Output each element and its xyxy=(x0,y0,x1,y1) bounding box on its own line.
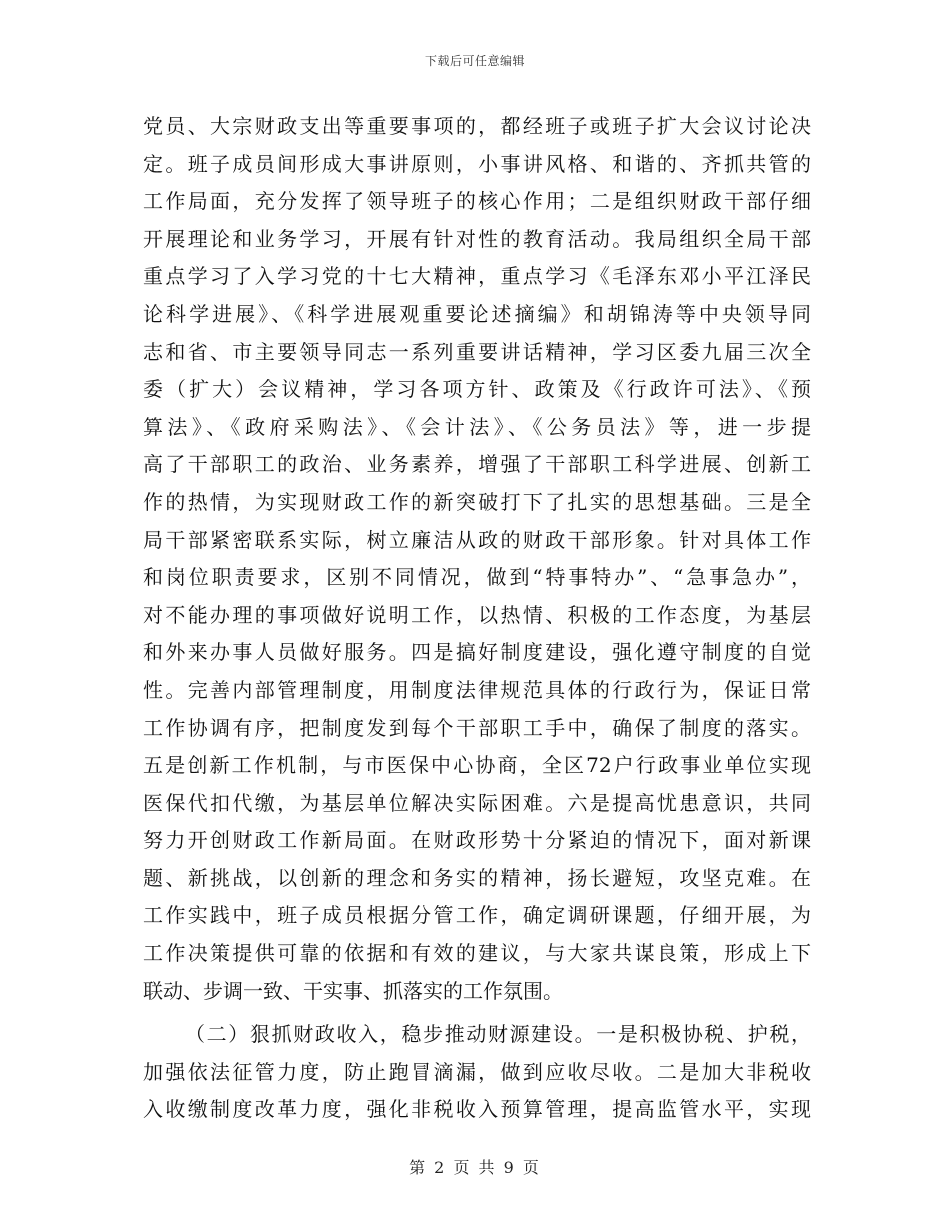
text-line: 加强依法征管力度，防止跑冒滴漏，做到应收尽收。二是加大非税收 xyxy=(143,1059,811,1084)
text-line: 算法》、《政府采购法》、《会计法》、《公务员法》等，进一步提 xyxy=(143,414,811,439)
text-line: 志和省、市主要领导同志一系列重要讲话精神，学习区委九届三次全 xyxy=(143,339,811,364)
text-line: 五是创新工作机制，与市医保中心协商，全区72户行政事业单位实现 xyxy=(143,753,811,778)
text-line: 题、新挑战，以创新的理念和务实的精神，扬长避短，攻坚克难。在 xyxy=(143,865,811,890)
text-line: 开展理论和业务学习，开展有针对性的教育活动。我局组织全局干部 xyxy=(143,226,811,251)
text-line: 性。完善内部管理制度，用制度法律规范具体的行政行为，保证日常 xyxy=(143,677,811,702)
text-line: 和岗位职责要求，区别不同情况，做到“特事特办”、“急事急办”， xyxy=(143,565,811,590)
page-header: 下载后可任意编辑 xyxy=(424,54,525,68)
text-line: 委（扩大）会议精神，学习各项方针、政策及《行政许可法》、《预 xyxy=(143,377,811,402)
text-line: 工作决策提供可靠的依据和有效的建议，与大家共谋良策，形成上下 xyxy=(143,941,811,966)
text-line: 论科学进展》、《科学进展观重要论述摘编》和胡锦涛等中央领导同 xyxy=(143,301,811,326)
text-line: 重点学习了入学习党的十七大精神，重点学习《毛泽东邓小平江泽民 xyxy=(143,264,811,289)
text-line: 努力开创财政工作新局面。在财政形势十分紧迫的情况下，面对新课 xyxy=(143,828,811,853)
body-text xyxy=(143,108,811,1129)
page-footer: 第 2 页 共 9 页 xyxy=(409,1158,541,1177)
text-line: 联动、步调一致、干实事、抓落实的工作氛围。 xyxy=(143,978,563,1003)
text-line: 工作实践中，班子成员根据分管工作，确定调研课题，仔细开展，为 xyxy=(143,903,811,928)
text-line: 入收缴制度改革力度，强化非税收入预算管理，提高监管水平，实现 xyxy=(143,1097,811,1122)
text-line: 工作协调有序，把制度发到每个干部职工手中，确保了制度的落实。 xyxy=(143,715,811,740)
text-line: 定。班子成员间形成大事讲原则，小事讲风格、和谐的、齐抓共管的 xyxy=(143,151,811,176)
text-line: 党员、大宗财政支出等重要事项的，都经班子或班子扩大会议讨论决 xyxy=(143,114,811,138)
paragraph xyxy=(143,108,811,1010)
text-line: （二）狠抓财政收入，稳步推动财源建设。一是积极协税、护税， xyxy=(185,1022,811,1047)
text-line: 局干部紧密联系实际，树立廉洁从政的财政干部形象。针对具体工作 xyxy=(143,527,811,552)
text-line: 高了干部职工的政治、业务素养，增强了干部职工科学进展、创新工 xyxy=(143,452,811,477)
text-line: 作的热情，为实现财政工作的新突破打下了扎实的思想基础。三是全 xyxy=(143,489,811,514)
paragraph xyxy=(143,1016,811,1129)
text-line: 医保代扣代缴，为基层单位解决实际困难。六是提高忧患意识，共同 xyxy=(143,790,811,815)
text-line: 对不能办理的事项做好说明工作，以热情、积极的工作态度，为基层 xyxy=(143,602,811,627)
text-line: 工作局面，充分发挥了领导班子的核心作用；二是组织财政干部仔细 xyxy=(143,189,811,214)
text-line: 和外来办事人员做好服务。四是搞好制度建设，强化遵守制度的自觉 xyxy=(143,640,811,665)
